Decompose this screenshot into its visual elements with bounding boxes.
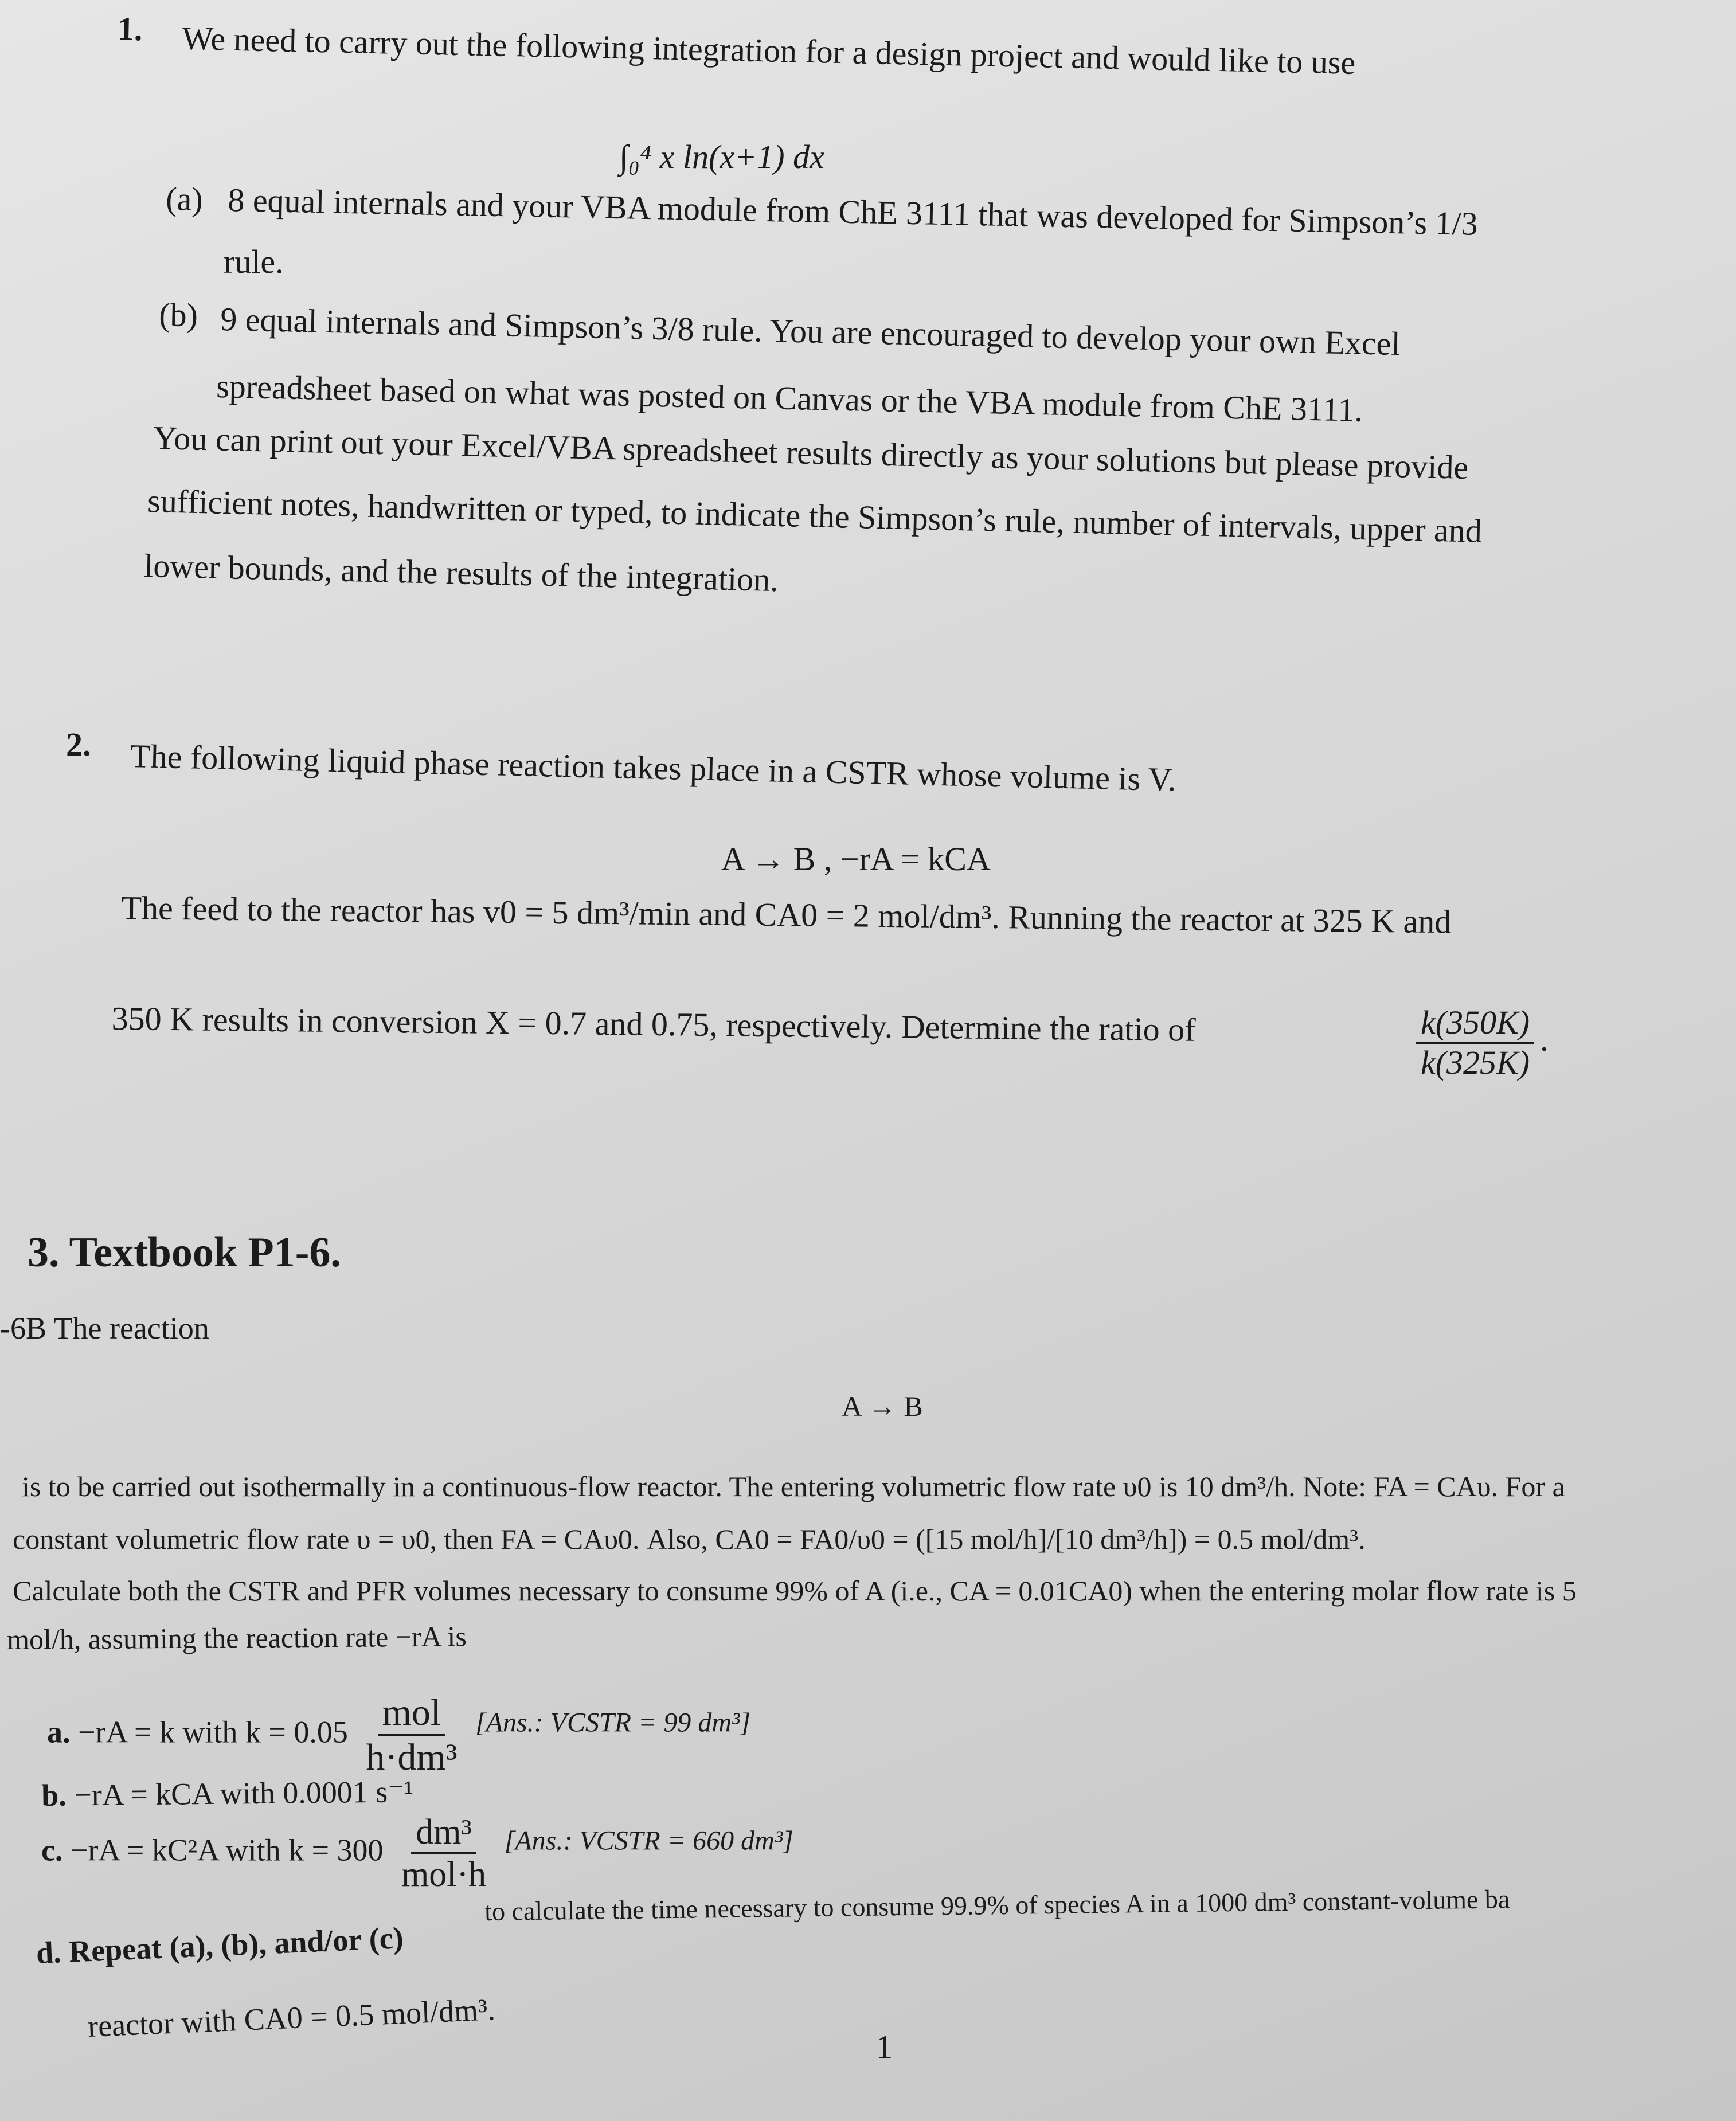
problem1-note-line1: You can print out your Excel/VBA spreadsheet results directly as your solutions but please provide [153, 419, 1469, 487]
problem2-ratio-denominator: k(325K) [1421, 1044, 1530, 1081]
problem3-heading: 3. Textbook P1-6. [28, 1229, 341, 1276]
problem1-part-b-label: (b) [158, 296, 198, 334]
part-c-unit-denominator: mol·h [401, 1855, 487, 1894]
part-a [47, 1694, 750, 1776]
problem3-line1: is to be carried out isothermally in a continuous-flow reactor. The entering volumetric flow rate υ0 is 10 dm³/h. Note: FA = CAυ. For a [22, 1470, 1565, 1502]
part-c-continuation: to calculate the time necessary to consume 99.9% of species A in a 1000 dm³ constant-volume ba [484, 1884, 1510, 1926]
problem1-note-line3: lower bounds, and the results of the integration. [143, 547, 779, 599]
part-a-unit-denominator: h·dm³ [366, 1736, 458, 1778]
part-c-text: −rA = kC²A with k = 300 [70, 1833, 384, 1868]
problem2-reaction: A → B , −rA = kCA [721, 840, 991, 878]
part-d-label: d. [35, 1935, 62, 1970]
problem2-ratio [1410, 1006, 1549, 1079]
problem1-note-line2: sufficient notes, handwritten or typed, to indicate the Simpson’s rule, number of intervals, upper and [147, 482, 1483, 550]
part-d-text: Repeat (a), (b), and/or (c) [68, 1920, 404, 1969]
part-c [41, 1814, 793, 1892]
part-b-text: −rA = kCA with 0.0001 s⁻¹ [74, 1774, 414, 1813]
problem1-number: 1. [117, 10, 143, 48]
part-a-answer: [Ans.: VCSTR = 99 dm³] [475, 1707, 751, 1738]
problem3-reaction: A → B [842, 1390, 923, 1422]
problem1-integral: ∫₀⁴ x ln(x+1) dx [619, 138, 824, 175]
problem2-intro: The following liquid phase reaction takes place in a CSTR whose volume is V. [130, 737, 1177, 799]
part-d-line2: reactor with CA0 = 0.5 mol/dm³. [87, 1992, 496, 2044]
problem2-number: 2. [66, 726, 91, 763]
part-c-label: c. [41, 1833, 63, 1868]
problem1-part-a-line2: rule. [224, 243, 284, 280]
problem1-intro: We need to carry out the following integration for a design project and would like to use [181, 19, 1356, 81]
part-b [41, 1776, 413, 1811]
part-a-text: −rA = k with k = 0.05 [78, 1715, 348, 1750]
problem3-sub-heading: -6B The reaction [0, 1311, 209, 1345]
problem1-part-b-line1: 9 equal internals and Simpson’s 3/8 rule. You are encouraged to develop your own Excel [220, 300, 1401, 363]
part-a-unit-numerator: mol [378, 1694, 446, 1736]
part-c-answer: [Ans.: VCSTR = 660 dm³] [504, 1825, 793, 1856]
problem3-line2: constant volumetric flow rate υ = υ0, then FA = CAυ0. Also, CA0 = FA0/υ0 = ([15 mol/h]/[10 dm³/h]) = 0.5 mol/dm³. [13, 1523, 1366, 1555]
problem3-line4: mol/h, assuming the reaction rate −rA is [6, 1620, 467, 1656]
page-number: 1 [876, 2028, 893, 2065]
part-d-line1 [36, 1922, 404, 1969]
problem2-conversion-line: 350 K results in conversion X = 0.7 and 0.75, respectively. Determine the ratio of [111, 1000, 1196, 1048]
part-b-label: b. [41, 1778, 67, 1813]
problem3-line3: Calculate both the CSTR and PFR volumes necessary to consume 99% of A (i.e., CA = 0.01CA0) when the entering molar flow rate is 5 [13, 1575, 1577, 1607]
problem2-ratio-numerator: k(350K) [1416, 1006, 1534, 1044]
problem1-part-a-label: (a) [165, 180, 204, 218]
part-c-unit-numerator: dm³ [411, 1814, 476, 1854]
problem1-part-a-line1: 8 equal internals and your VBA module from ChE 3111 that was developed for Simpson’s 1/3 [227, 181, 1479, 242]
part-a-label: a. [47, 1715, 71, 1750]
problem2-feed-line: The feed to the reactor has v0 = 5 dm³/min and CA0 = 2 mol/dm³. Running the reactor at 325 K and [121, 889, 1452, 941]
problem1-part-b-line2: spreadsheet based on what was posted on Canvas or the VBA module from ChE 3111. [216, 367, 1363, 429]
problem2-ratio-period: . [1540, 1020, 1549, 1058]
